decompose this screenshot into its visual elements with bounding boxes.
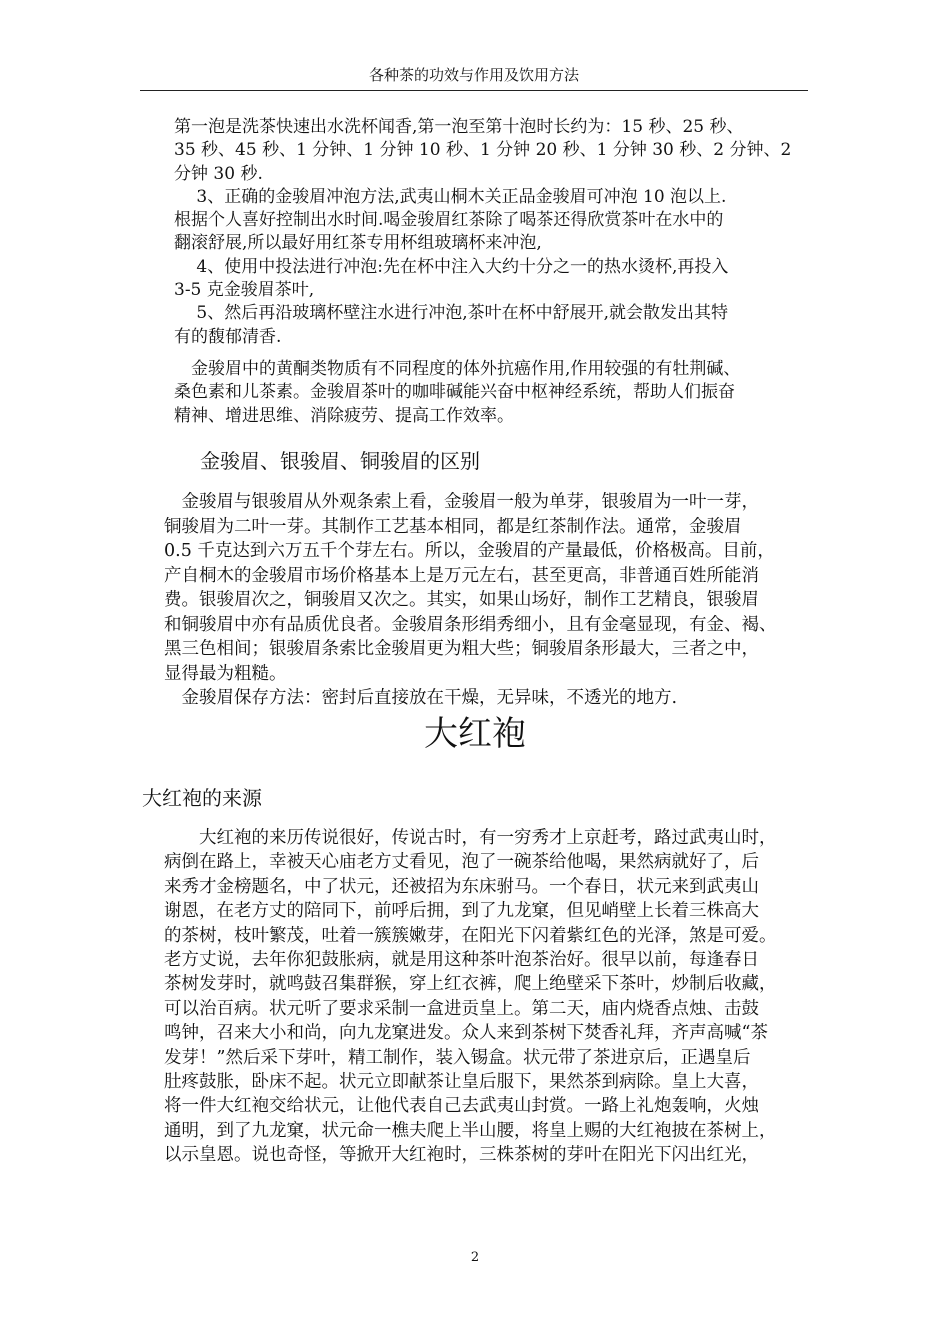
text-line: 肚疼鼓胀，卧床不起。状元立即献茶让皇后服下，果然茶到病除。皇上大喜， xyxy=(164,1072,759,1093)
sub-heading: 大红袍的来源 xyxy=(142,786,262,810)
text-line: 0.5 千克达到六万五千个芽左右。所以，金骏眉的产量最低，价格极高。目前， xyxy=(164,541,775,561)
text-line: 病倒在路上，幸被天心庙老方丈看见，泡了一碗茶给他喝，果然病就好了，后 xyxy=(164,852,759,873)
text-line: 5、然后再沿玻璃杯壁注水进行冲泡,茶叶在杯中舒展开,就会散发出其特 xyxy=(174,303,729,324)
section-heading: 金骏眉、银骏眉、铜骏眉的区别 xyxy=(200,449,480,473)
text-line: 茶树发芽时，就鸣鼓召集群猴，穿上红衣裤，爬上绝壁采下茶叶，炒制后收藏， xyxy=(164,974,777,995)
text-line: 4、使用中投法进行冲泡:先在杯中注入大约十分之一的热水烫杯,再投入 xyxy=(174,256,729,277)
text-line: 金骏眉与银骏眉从外观条索上看，金骏眉一般为单芽，银骏眉为一叶一芽， xyxy=(164,492,759,512)
text-line: 翻滚舒展,所以最好用红茶专用杯组玻璃杯来冲泡, xyxy=(174,233,542,254)
text-line: 可以治百病。状元听了要求采制一盒进贡皇上。第二天，庙内烧香点烛、击鼓 xyxy=(164,998,759,1019)
paragraph-brewing-steps xyxy=(174,116,791,349)
text-line: 通明，到了九龙窠，状元命一樵夫爬上半山腰，将皇上赐的大红袍披在茶树上， xyxy=(164,1120,777,1141)
text-line: 精神、增进思维、消除疲劳、提高工作效率。 xyxy=(174,405,514,426)
header-rule xyxy=(140,90,808,91)
text-line: 金骏眉保存方法：密封后直接放在干燥，无异味，不透光的地方. xyxy=(164,688,678,708)
running-header: 各种茶的功效与作用及饮用方法 xyxy=(368,66,579,84)
paragraph-health-benefits xyxy=(174,358,740,428)
chapter-title: 大红袍 xyxy=(424,714,526,754)
text-line: 谢恩，在老方丈的陪同下，前呼后拥，到了九龙窠，但见峭壁上长着三株高大 xyxy=(164,901,759,922)
text-line: 铜骏眉为二叶一芽。其制作工艺基本相同，都是红茶制作法。通常，金骏眉 xyxy=(164,516,742,537)
text-line: 桑色素和儿茶素。金骏眉茶叶的咖啡碱能兴奋中枢神经系统，帮助人们振奋 xyxy=(174,382,735,403)
text-line: 根据个人喜好控制出水时间.喝金骏眉红茶除了喝茶还得欣赏茶叶在水中的 xyxy=(174,210,724,231)
text-line: 有的馥郁清香. xyxy=(174,326,282,347)
paragraph-differences xyxy=(164,490,777,711)
text-line: 分钟 30 秒. xyxy=(174,163,263,184)
page-number: 2 xyxy=(470,1250,480,1265)
text-line: 来秀才金榜题名，中了状元，还被招为东床驸马。一个春日，状元来到武夷山 xyxy=(164,876,759,897)
text-line: 的茶树，枝叶繁茂，吐着一簇簇嫩芽，在阳光下闪着紫红色的光泽，煞是可爱。 xyxy=(164,925,777,946)
text-line: 将一件大红袍交给状元，让他代表自己去武夷山封赏。一路上礼炮轰响，火烛 xyxy=(164,1096,759,1117)
paragraph-origin-story xyxy=(164,826,777,1168)
text-line: 费。银骏眉次之，铜骏眉又次之。其实，如果山场好，制作工艺精良，银骏眉 xyxy=(164,590,759,610)
text-line: 3-5 克金骏眉茶叶, xyxy=(174,280,315,301)
text-line: 产自桐木的金骏眉市场价格基本上是万元左右，甚至更高，非普通百姓所能消 xyxy=(164,565,759,586)
text-line: 黑三色相间；银骏眉条索比金骏眉更为粗大些；铜骏眉条形最大，三者之中， xyxy=(164,639,759,659)
text-line: 大红袍的来历传说很好，传说古时，有一穷秀才上京赶考，路过武夷山时， xyxy=(164,828,777,848)
text-line: 3、正确的金骏眉冲泡方法,武夷山桐木关正品金骏眉可冲泡 10 泡以上. xyxy=(174,186,727,207)
text-line: 老方丈说，去年你犯鼓胀病，就是用这种茶叶泡茶治好。很早以前，每逢春日 xyxy=(164,950,759,971)
text-line: 发芽！”然后采下芽叶，精工制作，装入锡盒。状元带了茶进京后，正遇皇后 xyxy=(164,1047,751,1068)
text-line: 以示皇恩。说也奇怪，等掀开大红袍时，三株茶树的芽叶在阳光下闪出红光， xyxy=(164,1145,759,1166)
text-line: 35 秒、45 秒、1 分钟、1 分钟 10 秒、1 分钟 20 秒、1 分钟 30 秒、2 分钟、2 xyxy=(174,140,792,161)
text-line: 鸣钟，召来大小和尚，向九龙窠进发。众人来到茶树下焚香礼拜，齐声高喊“茶 xyxy=(164,1023,768,1044)
text-line: 显得最为粗糙。 xyxy=(164,663,287,684)
text-line: 金骏眉中的黄酮类物质有不同程度的体外抗癌作用,作用较强的有牡荆碱、 xyxy=(174,359,741,379)
text-line: 第一泡是洗茶快速出水洗杯闻香,第一泡至第十泡时长约为：15 秒、25 秒、 xyxy=(174,117,744,137)
text-line: 和铜骏眉中亦有品质优良者。金骏眉条形绢秀细小，且有金毫显现，有金、褐、 xyxy=(164,614,777,635)
